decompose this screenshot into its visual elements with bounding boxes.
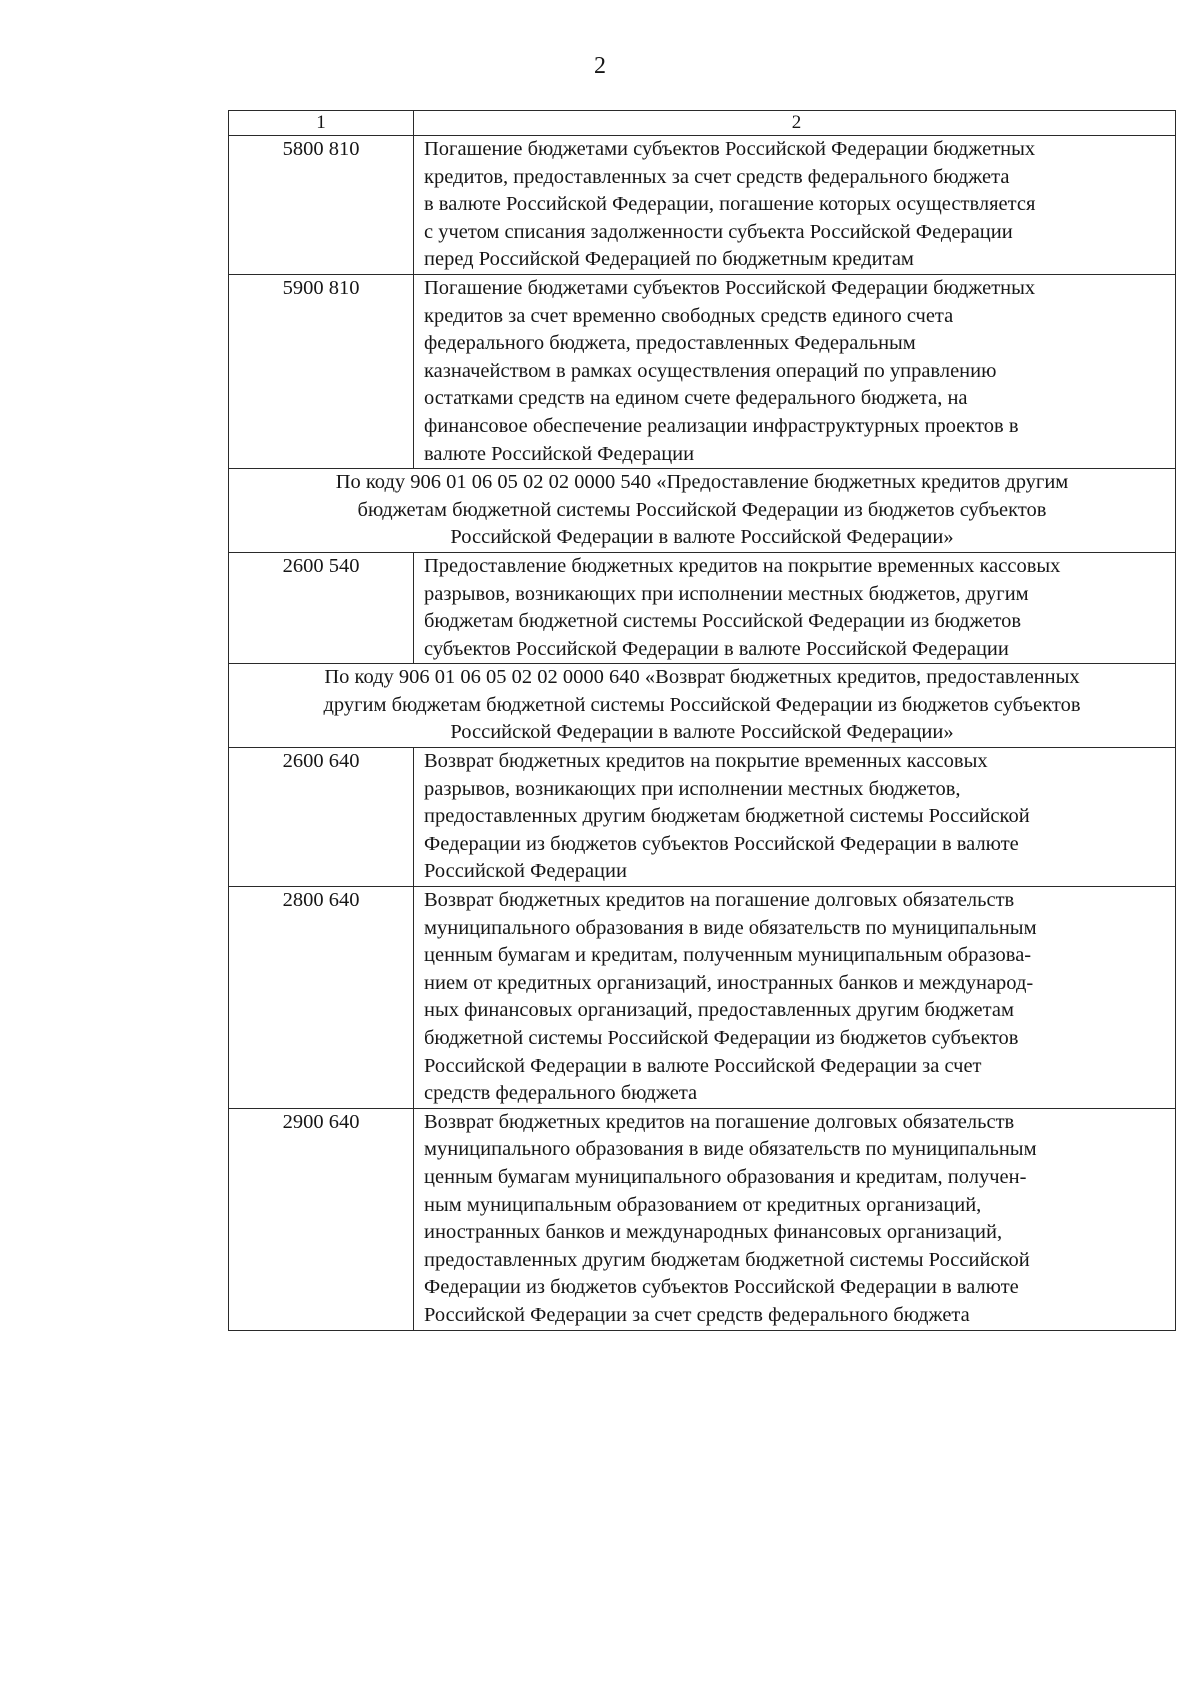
section-heading-row: [229, 469, 1176, 553]
section-heading: По коду 906 01 06 05 02 02 0000 540 «Предоставление бюджетных кредитов другим бюджетам бюджетной системы Российской Федерации из бюджетов субъектов Российской Федерации в валюте Российской Федерации»: [229, 469, 1176, 553]
budget-codes-table: [228, 110, 1176, 1331]
row-description: Возврат бюджетных кредитов на погашение долговых обязательств муниципального образования в виде обязательств по муниципальным ценным бумагам муниципального образования и кредитам, получен- ным муниципальным образованием от кредитных организаций, иностранных банков и международных финансовых организаций, предоставленных другим бюджетам бюджетной системы Российской Федерации из бюджетов субъектов Российской Федерации в валюте Российской Федерации за счет средств федерального бюджета: [414, 1108, 1176, 1330]
header-col-1: 1: [229, 111, 414, 136]
section-heading-row: [229, 664, 1176, 748]
table-row: [229, 1108, 1176, 1330]
table-header-row: [229, 111, 1176, 136]
table-row: [229, 136, 1176, 275]
table-row: [229, 748, 1176, 887]
row-code: 5800 810: [229, 136, 414, 275]
row-code: 2600 640: [229, 748, 414, 887]
header-col-2: 2: [414, 111, 1176, 136]
table-row: [229, 552, 1176, 663]
page-number: 2: [594, 53, 606, 79]
section-heading: По коду 906 01 06 05 02 02 0000 640 «Возврат бюджетных кредитов, предоставленных другим бюджетам бюджетной системы Российской Федерации из бюджетов субъектов Российской Федерации в валюте Российской Федерации»: [229, 664, 1176, 748]
row-description: Погашение бюджетами субъектов Российской Федерации бюджетных кредитов за счет временно свободных средств единого счета федерального бюджета, предоставленных Федеральным казначейством в рамках осуществления операций по управлению остатками средств на едином счете федерального бюджета, на финансовое обеспечение реализации инфраструктурных проектов в валюте Российской Федерации: [414, 274, 1176, 468]
row-description: Погашение бюджетами субъектов Российской Федерации бюджетных кредитов, предоставленных за счет средств федерального бюджета в валюте Российской Федерации, погашение которых осуществляется с учетом списания задолженности субъекта Российской Федерации перед Российской Федерацией по бюджетным кредитам: [414, 136, 1176, 275]
table-row: [229, 274, 1176, 468]
row-description: Возврат бюджетных кредитов на покрытие временных кассовых разрывов, возникающих при исполнении местных бюджетов, предоставленных другим бюджетам бюджетной системы Российской Федерации из бюджетов субъектов Российской Федерации в валюте Российской Федерации: [414, 748, 1176, 887]
row-code: 2600 540: [229, 552, 414, 663]
row-code: 2900 640: [229, 1108, 414, 1330]
table-row: [229, 887, 1176, 1109]
row-code: 5900 810: [229, 274, 414, 468]
row-description: Возврат бюджетных кредитов на погашение долговых обязательств муниципального образования в виде обязательств по муниципальным ценным бумагам и кредитам, полученным муниципальным образова- нием от кредитных организаций, иностранных банков и международ- ных финансовых организаций, предоставленных другим бюджетам бюджетной системы Российской Федерации из бюджетов субъектов Российской Федерации в валюте Российской Федерации за счет средств федерального бюджета: [414, 887, 1176, 1109]
row-description: Предоставление бюджетных кредитов на покрытие временных кассовых разрывов, возникающих при исполнении местных бюджетов, другим бюджетам бюджетной системы Российской Федерации из бюджетов субъектов Российской Федерации в валюте Российской Федерации: [414, 552, 1176, 663]
row-code: 2800 640: [229, 887, 414, 1109]
